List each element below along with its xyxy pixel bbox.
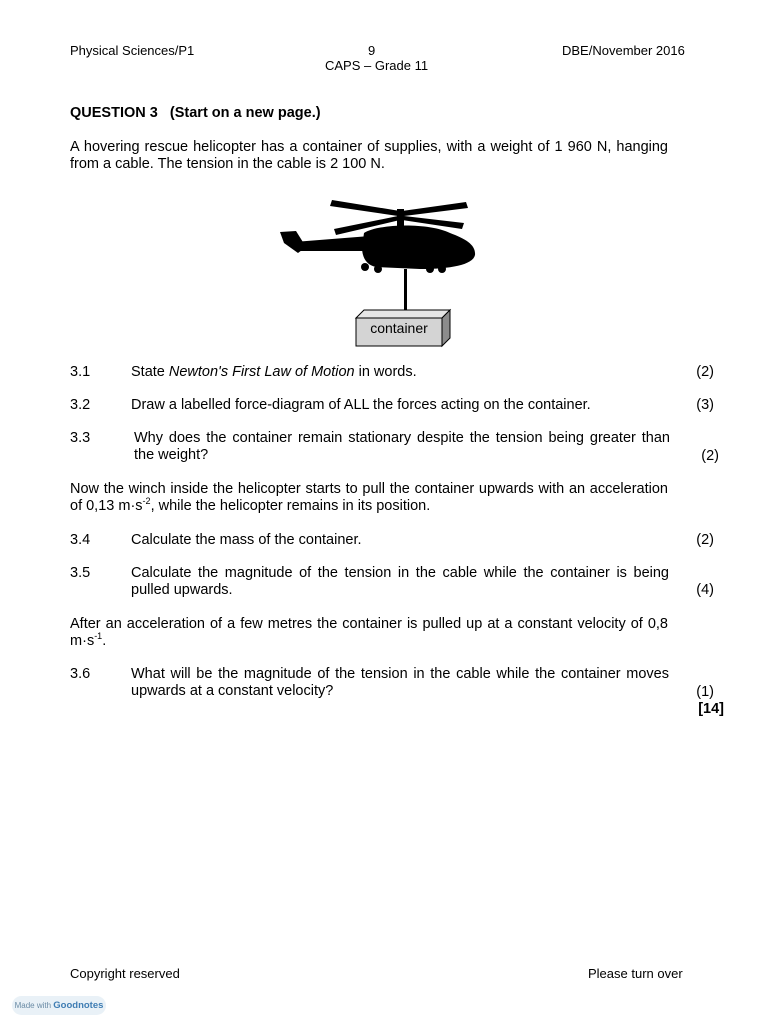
item-number-3-4: 3.4 (70, 532, 91, 548)
item-number-3-1: 3.1 (70, 364, 91, 380)
header-left: Physical Sciences/P1 (70, 43, 195, 58)
item-number-3-5: 3.5 (70, 565, 91, 581)
helicopter-icon (280, 200, 475, 313)
header-subtitle: CAPS – Grade 11 (325, 58, 429, 73)
container-label: container (370, 320, 428, 336)
item-marks-3-1: (2) (696, 364, 714, 380)
item-text-3-1: State Newton's First Law of Motion in words. (131, 364, 417, 380)
question-title: QUESTION 3 (Start on a new page.) (70, 105, 321, 121)
item-text-3-2: Draw a labelled force-diagram of ALL the forces acting on the container. (131, 397, 591, 413)
goodnotes-badge: Made with Goodnotes (12, 996, 106, 1015)
item-marks-3-2: (3) (696, 397, 714, 413)
item-number-3-6: 3.6 (70, 666, 91, 682)
constant-velocity-paragraph: After an acceleration of a few metres the container is pulled up at a constant velocity of 0,8 $m\cdot s^{-1}$. (70, 616, 668, 649)
item-marks-3-5: (4) (696, 582, 714, 598)
item-marks-3-3: (2) (701, 448, 719, 464)
question-intro: A hovering rescue helicopter has a container of supplies, with a weight of 1 960 N, hanging from a cable. The tension in the cable is 2 100 N. (70, 139, 668, 172)
item-text-3-4: Calculate the mass of the container. (131, 532, 362, 548)
item-marks-3-6: (1) (696, 684, 714, 700)
item-number-3-3: 3.3 (70, 430, 91, 446)
item-text-3-5: Calculate the magnitude of the tension in the cable while the container is being pulled upwards. (131, 565, 669, 598)
item-text-3-3: Why does the container remain stationary despite the tension being greater than the weight? (134, 430, 670, 463)
item-marks-3-4: (2) (696, 532, 714, 548)
winch-paragraph: Now the winch inside the helicopter starts to pull the container upwards with an acceleration of 0,13 $m\cdot s^{-2}$, while the helicopter remains in its position. (70, 481, 668, 514)
item-number-3-2: 3.2 (70, 397, 91, 413)
page-number: 9 (368, 43, 376, 58)
footer-right: Please turn over (588, 966, 683, 981)
header-right: DBE/November 2016 (562, 43, 685, 58)
item-text-3-6: What will be the magnitude of the tension in the cable while the container moves upwards at a constant velocity? (131, 666, 669, 699)
footer-left: Copyright reserved (70, 966, 180, 981)
question-total-marks: [14] (698, 701, 724, 717)
